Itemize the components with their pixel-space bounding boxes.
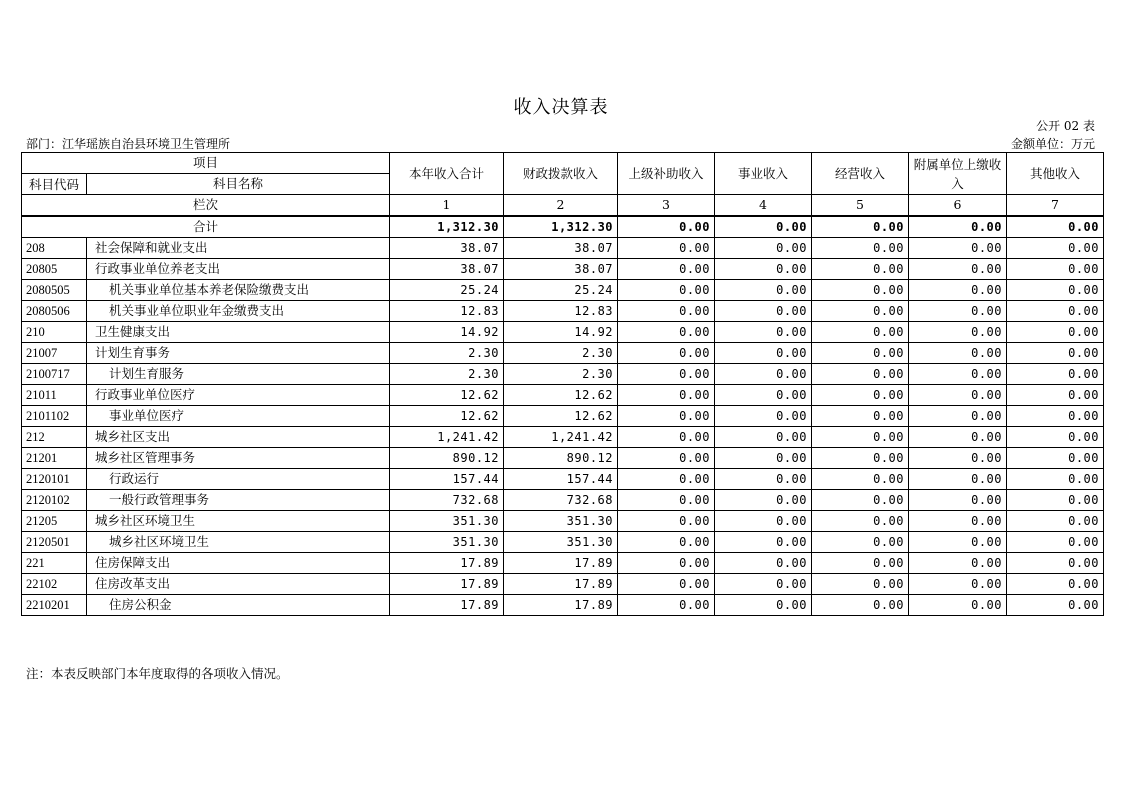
row-name: 住房保障支出	[87, 553, 390, 574]
row-value: 38.07	[504, 259, 618, 280]
total-value: 1,312.30	[390, 216, 504, 238]
table-row	[22, 574, 1104, 595]
row-code: 21205	[22, 511, 87, 532]
row-value: 0.00	[812, 448, 909, 469]
row-name: 城乡社区支出	[87, 427, 390, 448]
table-row	[22, 364, 1104, 385]
row-code: 221	[22, 553, 87, 574]
row-value: 0.00	[909, 406, 1007, 427]
row-value: 12.62	[390, 385, 504, 406]
row-value: 0.00	[812, 259, 909, 280]
row-value: 351.30	[390, 532, 504, 553]
row-value: 0.00	[618, 406, 715, 427]
row-value: 0.00	[618, 280, 715, 301]
row-value: 0.00	[715, 280, 812, 301]
row-value: 12.83	[390, 301, 504, 322]
row-value: 38.07	[390, 238, 504, 259]
row-value: 0.00	[715, 511, 812, 532]
table-row	[22, 406, 1104, 427]
row-value: 0.00	[1007, 553, 1104, 574]
row-value: 0.00	[1007, 511, 1104, 532]
row-name: 城乡社区环境卫生	[87, 511, 390, 532]
row-value: 1,241.42	[390, 427, 504, 448]
row-value: 14.92	[390, 322, 504, 343]
row-value: 0.00	[715, 553, 812, 574]
table-row	[22, 301, 1104, 322]
total-row	[22, 216, 1104, 238]
row-value: 0.00	[1007, 469, 1104, 490]
row-value: 0.00	[618, 595, 715, 616]
row-value: 0.00	[618, 343, 715, 364]
header-name: 科目名称	[87, 174, 390, 195]
row-value: 890.12	[504, 448, 618, 469]
row-value: 0.00	[812, 364, 909, 385]
row-value: 0.00	[618, 469, 715, 490]
row-name: 一般行政管理事务	[87, 490, 390, 511]
row-code: 22102	[22, 574, 87, 595]
row-value: 890.12	[390, 448, 504, 469]
row-code: 2120501	[22, 532, 87, 553]
row-value: 351.30	[390, 511, 504, 532]
row-name: 住房改革支出	[87, 574, 390, 595]
row-code: 210	[22, 322, 87, 343]
row-value: 0.00	[1007, 238, 1104, 259]
row-name: 住房公积金	[87, 595, 390, 616]
total-value: 0.00	[812, 216, 909, 238]
row-value: 2.30	[390, 364, 504, 385]
row-value: 0.00	[618, 301, 715, 322]
row-value: 0.00	[1007, 427, 1104, 448]
row-value: 0.00	[812, 427, 909, 448]
row-name: 计划生育事务	[87, 343, 390, 364]
row-value: 0.00	[909, 574, 1007, 595]
table-row	[22, 343, 1104, 364]
row-code: 21007	[22, 343, 87, 364]
row-value: 14.92	[504, 322, 618, 343]
row-code: 2210201	[22, 595, 87, 616]
header-index-1: 1	[390, 195, 504, 217]
row-value: 0.00	[1007, 322, 1104, 343]
row-value: 0.00	[618, 364, 715, 385]
row-value: 0.00	[909, 385, 1007, 406]
row-value: 0.00	[812, 574, 909, 595]
row-value: 38.07	[390, 259, 504, 280]
row-value: 0.00	[909, 553, 1007, 574]
row-value: 732.68	[504, 490, 618, 511]
row-value: 0.00	[909, 259, 1007, 280]
row-value: 0.00	[812, 322, 909, 343]
row-code: 2100717	[22, 364, 87, 385]
row-value: 38.07	[504, 238, 618, 259]
row-value: 17.89	[390, 574, 504, 595]
table-row	[22, 259, 1104, 280]
row-name: 卫生健康支出	[87, 322, 390, 343]
row-value: 351.30	[504, 532, 618, 553]
row-value: 0.00	[618, 511, 715, 532]
row-value: 0.00	[618, 322, 715, 343]
row-code: 20805	[22, 259, 87, 280]
row-value: 0.00	[909, 427, 1007, 448]
row-value: 17.89	[390, 595, 504, 616]
row-code: 2120101	[22, 469, 87, 490]
income-table	[21, 152, 1104, 616]
table-row	[22, 427, 1104, 448]
table-row	[22, 238, 1104, 259]
row-code: 2120102	[22, 490, 87, 511]
row-value: 0.00	[715, 259, 812, 280]
row-value: 0.00	[1007, 448, 1104, 469]
unit-label: 金额单位：万元	[1010, 137, 1095, 151]
row-value: 0.00	[909, 301, 1007, 322]
row-value: 0.00	[1007, 343, 1104, 364]
row-value: 0.00	[1007, 490, 1104, 511]
row-value: 0.00	[812, 385, 909, 406]
row-name: 城乡社区环境卫生	[87, 532, 390, 553]
row-value: 0.00	[1007, 385, 1104, 406]
header-col-1: 本年收入合计	[390, 153, 504, 195]
row-value: 0.00	[618, 532, 715, 553]
row-value: 0.00	[812, 469, 909, 490]
row-value: 17.89	[504, 574, 618, 595]
row-value: 17.89	[504, 595, 618, 616]
table-row	[22, 490, 1104, 511]
row-value: 732.68	[390, 490, 504, 511]
table-row	[22, 553, 1104, 574]
row-value: 157.44	[504, 469, 618, 490]
row-value: 17.89	[390, 553, 504, 574]
row-value: 2.30	[504, 364, 618, 385]
total-value: 0.00	[618, 216, 715, 238]
row-value: 0.00	[1007, 301, 1104, 322]
row-name: 机关事业单位基本养老保险缴费支出	[87, 280, 390, 301]
row-name: 事业单位医疗	[87, 406, 390, 427]
row-value: 25.24	[390, 280, 504, 301]
table-row	[22, 511, 1104, 532]
row-value: 0.00	[715, 469, 812, 490]
row-value: 2.30	[504, 343, 618, 364]
row-value: 351.30	[504, 511, 618, 532]
total-value: 0.00	[909, 216, 1007, 238]
row-value: 0.00	[1007, 259, 1104, 280]
header-col-4: 事业收入	[715, 153, 812, 195]
row-value: 0.00	[909, 238, 1007, 259]
row-value: 12.62	[390, 406, 504, 427]
header-index-4: 4	[715, 195, 812, 217]
row-name: 社会保障和就业支出	[87, 238, 390, 259]
row-value: 0.00	[909, 490, 1007, 511]
row-value: 0.00	[618, 385, 715, 406]
header-col-5: 经营收入	[812, 153, 909, 195]
row-value: 157.44	[390, 469, 504, 490]
row-value: 0.00	[618, 553, 715, 574]
header-index-5: 5	[812, 195, 909, 217]
header-index-7: 7	[1007, 195, 1104, 217]
header-index-2: 2	[504, 195, 618, 217]
total-value: 1,312.30	[504, 216, 618, 238]
row-value: 0.00	[1007, 532, 1104, 553]
table-row	[22, 322, 1104, 343]
row-value: 0.00	[1007, 364, 1104, 385]
row-value: 0.00	[715, 364, 812, 385]
header-index-6: 6	[909, 195, 1007, 217]
row-value: 0.00	[618, 238, 715, 259]
table-row	[22, 469, 1104, 490]
row-value: 0.00	[909, 595, 1007, 616]
row-code: 21201	[22, 448, 87, 469]
form-number: 公开 02 表	[1036, 119, 1095, 133]
row-value: 0.00	[618, 427, 715, 448]
row-name: 行政事业单位养老支出	[87, 259, 390, 280]
row-name: 城乡社区管理事务	[87, 448, 390, 469]
row-value: 0.00	[812, 511, 909, 532]
header-index-label: 栏次	[22, 195, 390, 217]
row-value: 0.00	[812, 406, 909, 427]
row-value: 0.00	[1007, 595, 1104, 616]
total-value: 0.00	[715, 216, 812, 238]
row-value: 0.00	[909, 322, 1007, 343]
row-value: 1,241.42	[504, 427, 618, 448]
row-value: 0.00	[812, 280, 909, 301]
row-value: 12.62	[504, 406, 618, 427]
total-value: 0.00	[1007, 216, 1104, 238]
row-value: 0.00	[909, 343, 1007, 364]
row-code: 2080506	[22, 301, 87, 322]
row-value: 0.00	[909, 448, 1007, 469]
row-value: 12.83	[504, 301, 618, 322]
row-name: 机关事业单位职业年金缴费支出	[87, 301, 390, 322]
header-col-7: 其他收入	[1007, 153, 1104, 195]
row-value: 0.00	[715, 385, 812, 406]
header-col-3: 上级补助收入	[618, 153, 715, 195]
table-row	[22, 385, 1104, 406]
row-value: 0.00	[812, 490, 909, 511]
row-name: 行政运行	[87, 469, 390, 490]
row-value: 25.24	[504, 280, 618, 301]
row-value: 0.00	[812, 595, 909, 616]
row-name: 计划生育服务	[87, 364, 390, 385]
table-row	[22, 532, 1104, 553]
row-value: 0.00	[909, 280, 1007, 301]
header-index-3: 3	[618, 195, 715, 217]
row-name: 行政事业单位医疗	[87, 385, 390, 406]
row-value: 0.00	[909, 511, 1007, 532]
row-value: 0.00	[715, 532, 812, 553]
row-value: 0.00	[715, 448, 812, 469]
row-value: 0.00	[618, 490, 715, 511]
row-value: 0.00	[618, 574, 715, 595]
row-value: 0.00	[812, 532, 909, 553]
row-value: 0.00	[1007, 406, 1104, 427]
row-code: 208	[22, 238, 87, 259]
row-value: 0.00	[715, 574, 812, 595]
row-value: 0.00	[812, 343, 909, 364]
row-value: 0.00	[1007, 280, 1104, 301]
row-value: 0.00	[715, 343, 812, 364]
row-code: 21011	[22, 385, 87, 406]
row-value: 0.00	[618, 259, 715, 280]
row-code: 212	[22, 427, 87, 448]
table-row	[22, 448, 1104, 469]
row-value: 2.30	[390, 343, 504, 364]
row-value: 0.00	[618, 448, 715, 469]
page-title: 收入决算表	[513, 97, 609, 118]
row-value: 0.00	[715, 490, 812, 511]
row-code: 2101102	[22, 406, 87, 427]
header-item: 项目	[22, 153, 390, 174]
row-value: 0.00	[715, 301, 812, 322]
header-col-2: 财政拨款收入	[504, 153, 618, 195]
row-value: 0.00	[909, 364, 1007, 385]
row-value: 0.00	[715, 595, 812, 616]
row-code: 2080505	[22, 280, 87, 301]
row-value: 0.00	[1007, 574, 1104, 595]
table-row	[22, 595, 1104, 616]
header-code: 科目代码	[22, 174, 87, 195]
row-value: 0.00	[909, 532, 1007, 553]
row-value: 0.00	[715, 427, 812, 448]
row-value: 0.00	[715, 406, 812, 427]
row-value: 17.89	[504, 553, 618, 574]
total-label: 合计	[22, 216, 390, 238]
row-value: 0.00	[909, 469, 1007, 490]
header-col-6: 附属单位上缴收入	[909, 153, 1007, 195]
row-value: 0.00	[812, 238, 909, 259]
row-value: 0.00	[715, 322, 812, 343]
row-value: 0.00	[812, 553, 909, 574]
row-value: 0.00	[715, 238, 812, 259]
department-label: 部门：江华瑶族自治县环境卫生管理所	[26, 137, 231, 151]
row-value: 0.00	[812, 301, 909, 322]
table-row	[22, 280, 1104, 301]
footnote: 注：本表反映部门本年度取得的各项收入情况。	[26, 666, 289, 681]
row-value: 12.62	[504, 385, 618, 406]
